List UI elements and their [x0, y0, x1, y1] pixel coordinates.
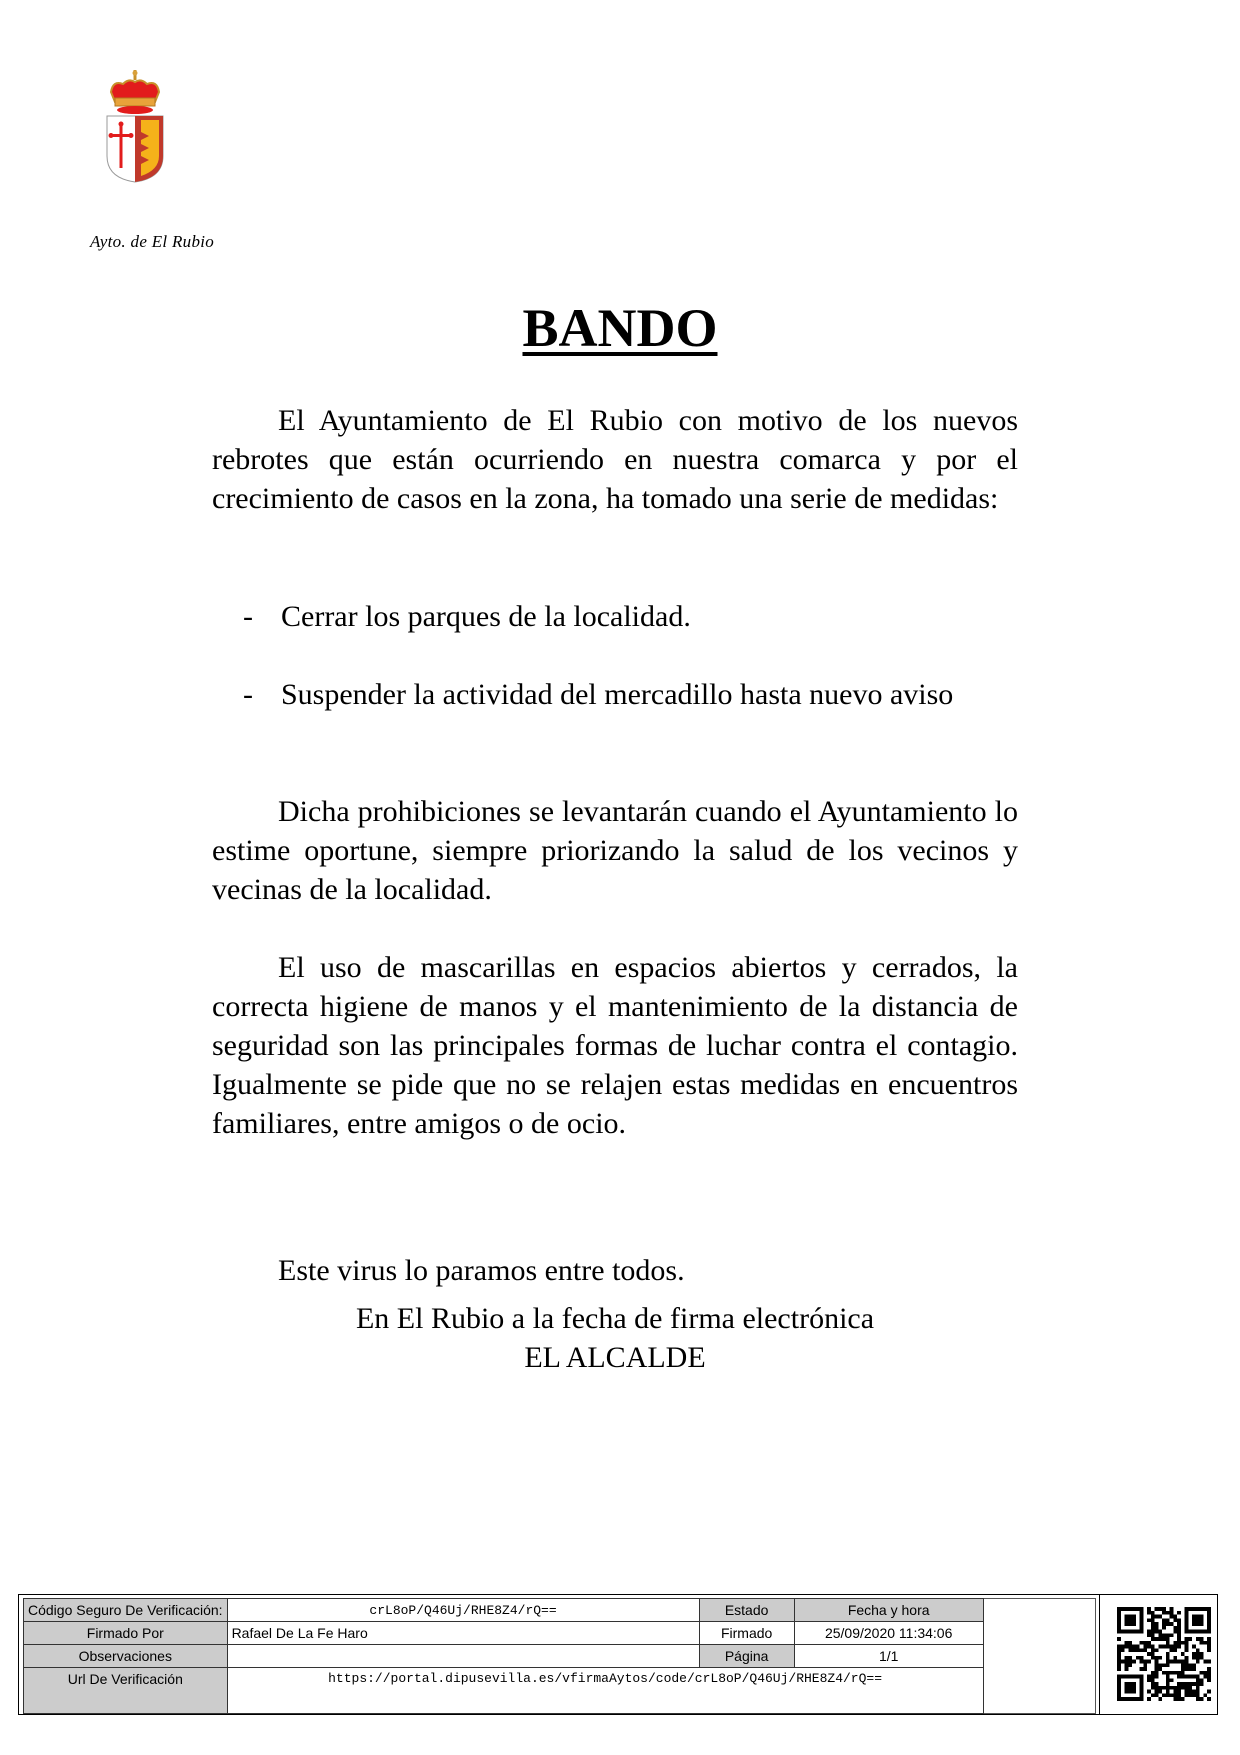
document-title-text: BANDO: [522, 298, 718, 358]
signed-by-value: Rafael De La Fe Haro: [227, 1622, 699, 1645]
observations-value: [227, 1645, 699, 1668]
bullet-dash: -: [243, 678, 253, 711]
observations-label: Observaciones: [24, 1645, 228, 1668]
measure-item: [243, 597, 1018, 636]
url-label: Url De Verificación: [24, 1668, 228, 1714]
bullet-dash: -: [243, 600, 253, 633]
qr-container: [1099, 1595, 1217, 1714]
verification-url[interactable]: https://portal.dipusevilla.es/vfirmaAytos/code/crL8oP/Q46Uj/RHE8Z4/rQ==: [227, 1668, 983, 1714]
signed-by-label: Firmado Por: [24, 1622, 228, 1645]
paragraph-prohibitions: Dicha prohibiciones se levantarán cuando el Ayuntamiento lo estime oportune, siempre priorizando la salud de los vecinos y vecinas de la localidad.: [212, 795, 1018, 906]
verification-box: [18, 1594, 1218, 1715]
page-value: 1/1: [794, 1645, 983, 1668]
paragraph-recommendations: El uso de mascarillas en espacios abiertos y cerrados, la correcta higiene de manos y el mantenimiento de la distancia de seguridad son las principales formas de luchar contra el contagio. Igualmente se pide que no se relajen estas medidas en encuentros familiares, entre amigos o de ocio.: [212, 951, 1018, 1140]
signature-line: En El Rubio a la fecha de firma electrónica: [355, 1302, 875, 1335]
measure-text: Suspender la actividad del mercadillo hasta nuevo aviso: [281, 678, 954, 711]
code-value: crL8oP/Q46Uj/RHE8Z4/rQ==: [227, 1599, 699, 1622]
paragraph-intro: El Ayuntamiento de El Rubio con motivo de los nuevos rebrotes que están ocurriendo en nuestra comarca y por el crecimiento de casos en la zona, ha tomado una serie de medidas:: [212, 404, 1018, 515]
paragraph-closing: Este virus lo paramos entre todos.: [278, 1254, 685, 1287]
verification-table: [23, 1598, 1096, 1714]
municipality-name: Ayto. de El Rubio: [90, 232, 215, 251]
measure-item: [243, 675, 1018, 714]
signatory: EL ALCALDE: [524, 1341, 706, 1374]
code-label: Código Seguro De Verificación:: [24, 1599, 228, 1622]
status-label: Estado: [699, 1599, 794, 1622]
qr-code-icon[interactable]: [1117, 1607, 1211, 1701]
coat-of-arms-icon: [105, 70, 165, 190]
measure-text: Cerrar los parques de la localidad.: [281, 600, 691, 633]
page-label: Página: [699, 1645, 794, 1668]
datetime-value: 25/09/2020 11:34:06: [794, 1622, 983, 1645]
document-title: [0, 298, 1240, 358]
datetime-label: Fecha y hora: [794, 1599, 983, 1622]
status-value: Firmado: [699, 1622, 794, 1645]
